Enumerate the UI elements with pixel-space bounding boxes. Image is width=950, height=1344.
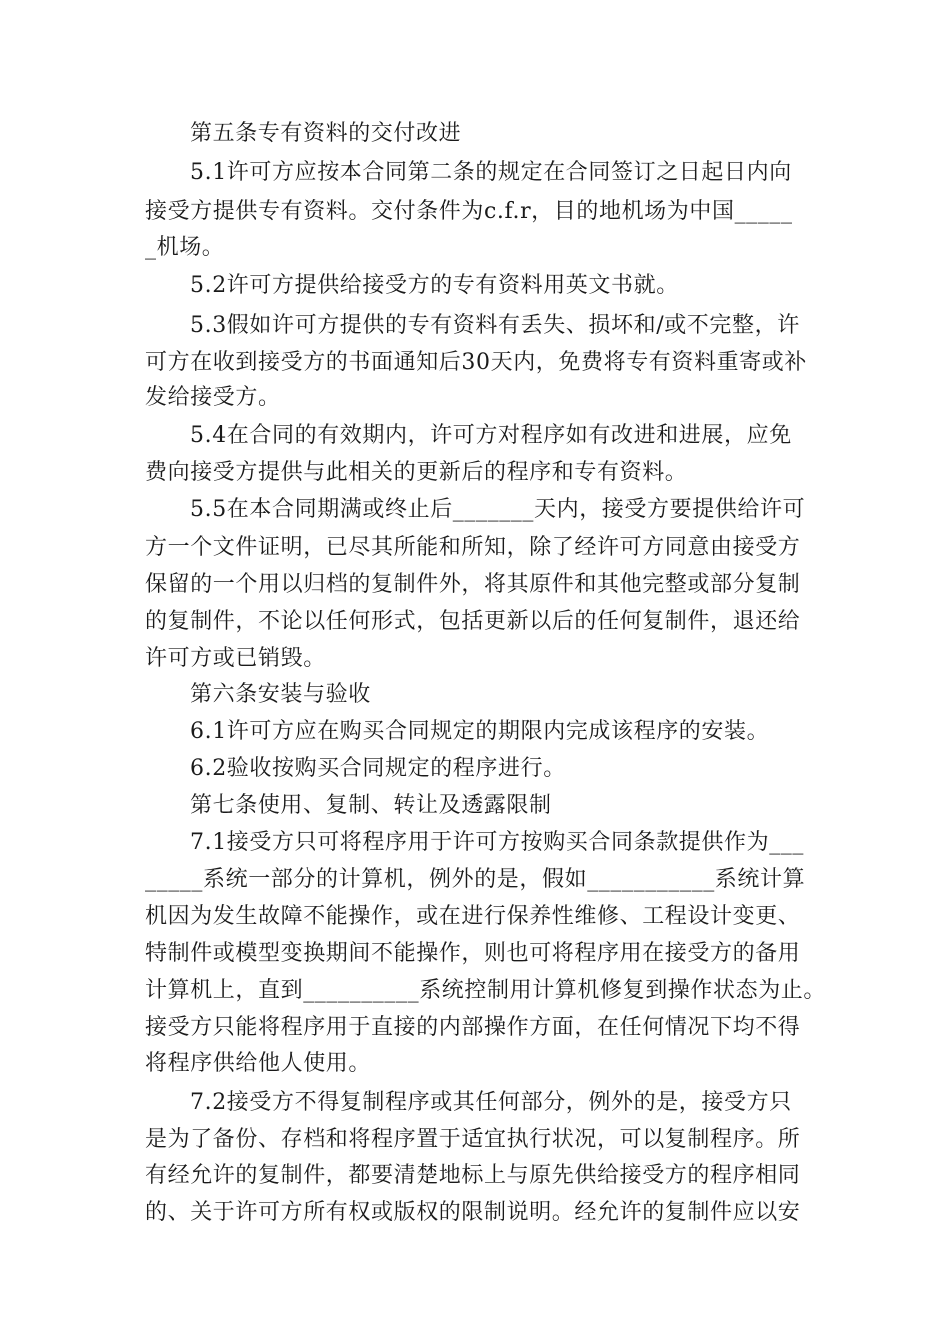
paragraph-line: 费向接受方提供与此相关的更新后的程序和专有资料。 <box>145 460 688 485</box>
paragraph-line: 的复制件，不论以任何形式，包括更新以后的任何复制件，退还给 <box>145 609 801 634</box>
paragraph-line: 5.1许可方应按本合同第二条的规定在合同签订之日起日内向 <box>190 160 792 185</box>
paragraph-line: 机因为发生故障不能操作，或在进行保养性维修、工程设计变更、 <box>145 904 801 929</box>
section-heading-5: 第五条专有资料的交付改进 <box>190 121 462 146</box>
paragraph-line: 将程序供给他人使用。 <box>145 1051 372 1076</box>
paragraph-line: 特制件或模型变换期间不能操作，则也可将程序用在接受方的备用 <box>145 941 801 966</box>
paragraph-line: 接受方提供专有资料。交付条件为c.f.r，目的地机场为中国_____ <box>145 199 793 224</box>
paragraph-line: 发给接受方。 <box>145 385 281 410</box>
paragraph-line: 5.3假如许可方提供的专有资料有丢失、损坏和/或不完整，许 <box>190 313 800 338</box>
paragraph-line: _机场。 <box>145 235 225 260</box>
paragraph-line: 5.4在合同的有效期内，许可方对程序如有改进和进展，应免 <box>190 423 792 448</box>
paragraph-line: 方一个文件证明，已尽其所能和所知，除了经许可方同意由接受方 <box>145 535 801 560</box>
paragraph-line: 5.2许可方提供给接受方的专有资料用英文书就。 <box>190 273 679 298</box>
paragraph-line: 许可方或已销毁。 <box>145 646 326 671</box>
section-heading-6: 第六条安装与验收 <box>190 682 371 707</box>
paragraph-line: 7.2接受方不得复制程序或其任何部分，例外的是，接受方只 <box>190 1090 792 1115</box>
paragraph-line: 6.1许可方应在购买合同规定的期限内完成该程序的安装。 <box>190 719 770 744</box>
paragraph-line: 保留的一个用以归档的复制件外，将其原件和其他完整或部分复制 <box>145 572 801 597</box>
paragraph-line: 接受方只能将程序用于直接的内部操作方面，在任何情况下均不得 <box>145 1015 801 1040</box>
paragraph-line: 5.5在本合同期满或终止后_______天内，接受方要提供给许可 <box>190 497 806 522</box>
section-heading-7: 第七条使用、复制、转让及透露限制 <box>190 793 552 818</box>
paragraph-line: 可方在收到接受方的书面通知后30天内，免费将专有资料重寄或补 <box>145 350 807 375</box>
paragraph-line: _____系统一部分的计算机，例外的是，假如___________系统计算 <box>145 867 806 892</box>
paragraph-line: 有经允许的复制件，都要清楚地标上与原先供给接受方的程序相同 <box>145 1163 801 1188</box>
paragraph-line: 的、关于许可方所有权或版权的限制说明。经允许的复制件应以安 <box>145 1200 801 1225</box>
paragraph-line: 7.1接受方只可将程序用于许可方按购买合同条款提供作为___ <box>190 830 804 855</box>
paragraph-line: 计算机上，直到__________系统控制用计算机修复到操作状态为止。 <box>145 978 827 1003</box>
paragraph-line: 是为了备份、存档和将程序置于适宜执行状况，可以复制程序。所 <box>145 1127 801 1152</box>
paragraph-line: 6.2验收按购买合同规定的程序进行。 <box>190 756 566 781</box>
